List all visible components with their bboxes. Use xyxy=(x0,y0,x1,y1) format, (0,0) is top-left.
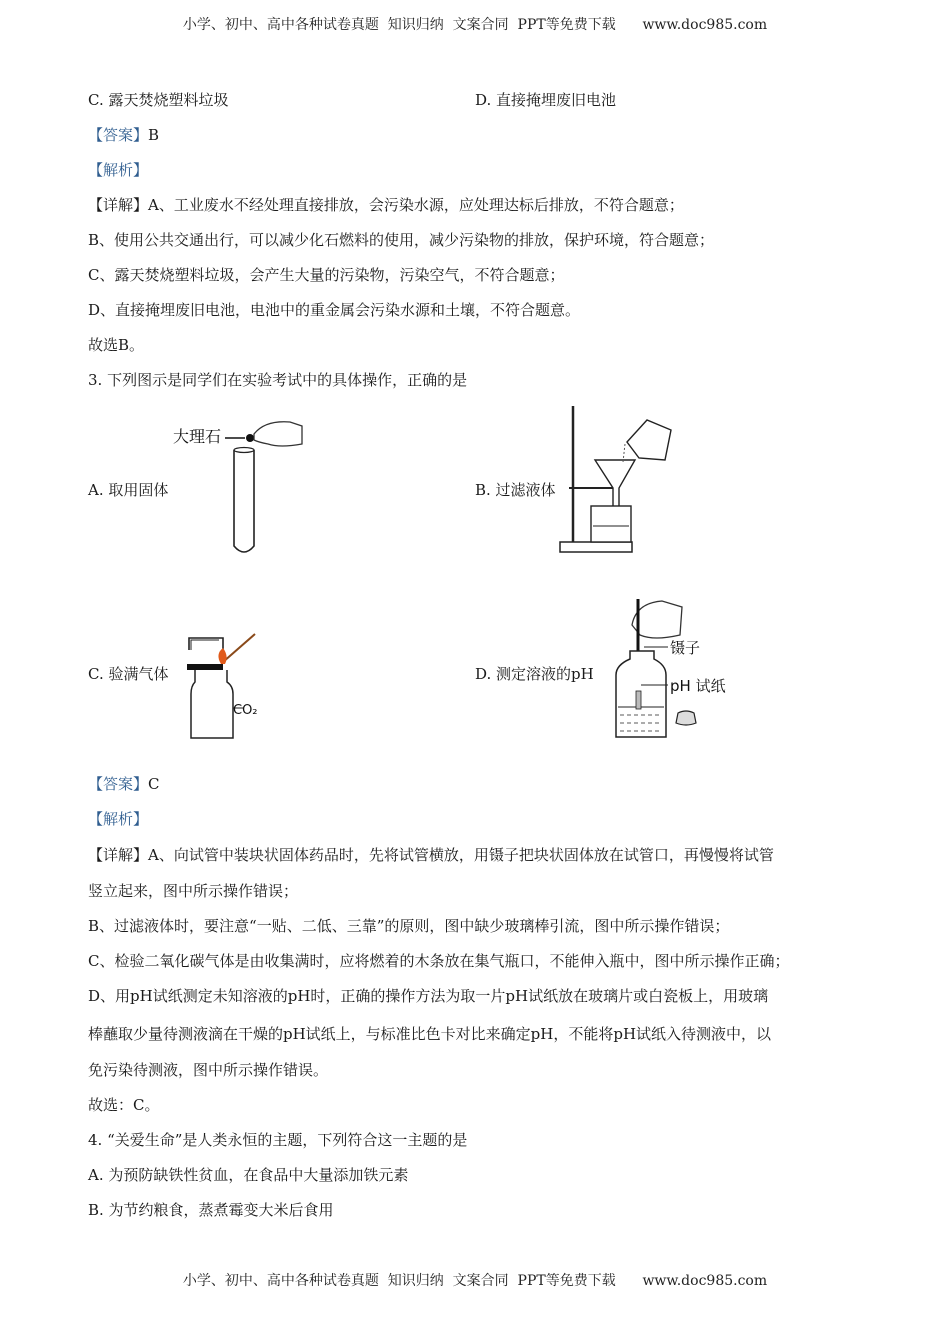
q3-conclusion: 故选：C。 xyxy=(88,1096,160,1114)
q4-option-a: A. 为预防缺铁性贫血，在食品中大量添加铁元素 xyxy=(88,1166,409,1184)
q3-option-c: C. 验满气体 xyxy=(88,665,169,683)
bottle-icon xyxy=(191,670,233,738)
q3-detail-a2: 竖立起来，图中所示操作错误； xyxy=(88,882,299,900)
q2-conclusion: 故选B。 xyxy=(88,336,145,354)
figure-a-label: 大理石 xyxy=(173,427,222,446)
flame-icon xyxy=(218,648,226,664)
q4-stem: 4. “关爱生命”是人类永恒的主题，下列符合这一主题的是 xyxy=(88,1131,468,1149)
q3-answer xyxy=(88,774,160,794)
detail-text: A、工业废水不经处理直接排放，会污染水源，应处理达标后排放，不符合题意； xyxy=(148,196,684,214)
q2-detail-d: D、直接掩埋废旧电池，电池中的重金属会污染水源和土壤，不符合题意。 xyxy=(88,301,581,319)
q2-detail-a xyxy=(88,195,684,215)
answer-value: C xyxy=(148,775,160,793)
q3-detail-a1 xyxy=(88,845,774,865)
wooden-stick-icon xyxy=(223,634,255,662)
q3-analysis-tag: 【解析】 xyxy=(88,810,149,828)
q3-detail-d1: D、用pH试纸测定未知溶液的pH时，正确的操作方法为取一片pH试纸放在玻璃片或白瓷板上，用玻璃 xyxy=(88,987,769,1005)
q3-option-b: B. 过滤液体 xyxy=(475,481,556,499)
q3-detail-b: B、过滤液体时，要注意“一贴、二低、三靠”的原则，图中缺少玻璃棒引流，图中所示操作错误； xyxy=(88,917,730,935)
q2-option-d: D. 直接掩埋废旧电池 xyxy=(475,91,617,109)
q3-stem: 3. 下列图示是同学们在实验考试中的具体操作，正确的是 xyxy=(88,371,468,389)
detail-text: A、向试管中装块状固体药品时，先将试管横放，用镊子把块状固体放在试管口，再慢慢将试管 xyxy=(148,846,774,864)
test-tube-icon xyxy=(234,450,254,552)
figure-a-test-tube xyxy=(170,410,310,560)
glass-plate-icon xyxy=(187,664,223,670)
answer-tag: 【答案】 xyxy=(88,775,149,793)
ph-paper-icon xyxy=(636,691,641,709)
answer-value: B xyxy=(148,126,160,144)
q2-analysis-tag: 【解析】 xyxy=(88,161,149,179)
pouring-beaker-icon xyxy=(627,420,671,460)
q3-option-a: A. 取用固体 xyxy=(88,481,169,499)
delivery-tube-icon xyxy=(189,638,223,660)
beaker-icon xyxy=(591,506,631,542)
figure-b-filtration xyxy=(555,402,680,560)
marble-icon xyxy=(246,434,254,442)
detail-tag: 【详解】 xyxy=(88,846,149,864)
q3-detail-d2: 棒蘸取少量待测液滴在干燥的pH试纸上，与标准比色卡对比来确定pH，不能将pH试纸入待测液中，以 xyxy=(88,1025,772,1043)
hand-icon xyxy=(254,422,302,446)
q2-detail-b: B、使用公共交通出行，可以减少化石燃料的使用，减少污染物的排放，保护环境，符合题意； xyxy=(88,231,715,249)
figure-c-gas-bottle xyxy=(185,630,275,745)
detail-tag: 【详解】 xyxy=(88,196,149,214)
q2-option-c: C. 露天焚烧塑料垃圾 xyxy=(88,91,229,109)
figure-d-ph-test xyxy=(610,595,740,745)
q3-detail-c: C、检验二氧化碳气体是由收集满时，应将燃着的木条放在集气瓶口，不能伸入瓶中，图中所示操作正确； xyxy=(88,952,790,970)
answer-tag: 【答案】 xyxy=(88,126,149,144)
stand-base-icon xyxy=(560,542,632,552)
stopper-icon xyxy=(676,711,696,725)
page-header: 小学、初中、高中各种试卷真题 知识归纳 文案合同 PPT等免费下载 www.doc985.com xyxy=(182,17,768,33)
q3-detail-d3: 免污染待测液，图中所示操作错误。 xyxy=(88,1061,329,1079)
q2-answer xyxy=(88,125,159,145)
page-footer: 小学、初中、高中各种试卷真题 知识归纳 文案合同 PPT等免费下载 www.doc985.com xyxy=(182,1273,768,1289)
figure-c-label: CO₂ xyxy=(233,703,258,718)
figure-d-label1: 镊子 xyxy=(670,639,701,657)
q4-option-b: B. 为节约粮食，蒸煮霉变大米后食用 xyxy=(88,1201,334,1219)
figure-d-label2: pH 试纸 xyxy=(670,677,726,695)
q2-detail-c: C、露天焚烧塑料垃圾，会产生大量的污染物，污染空气，不符合题意； xyxy=(88,266,565,284)
q3-option-d: D. 测定溶液的pH xyxy=(475,665,594,683)
